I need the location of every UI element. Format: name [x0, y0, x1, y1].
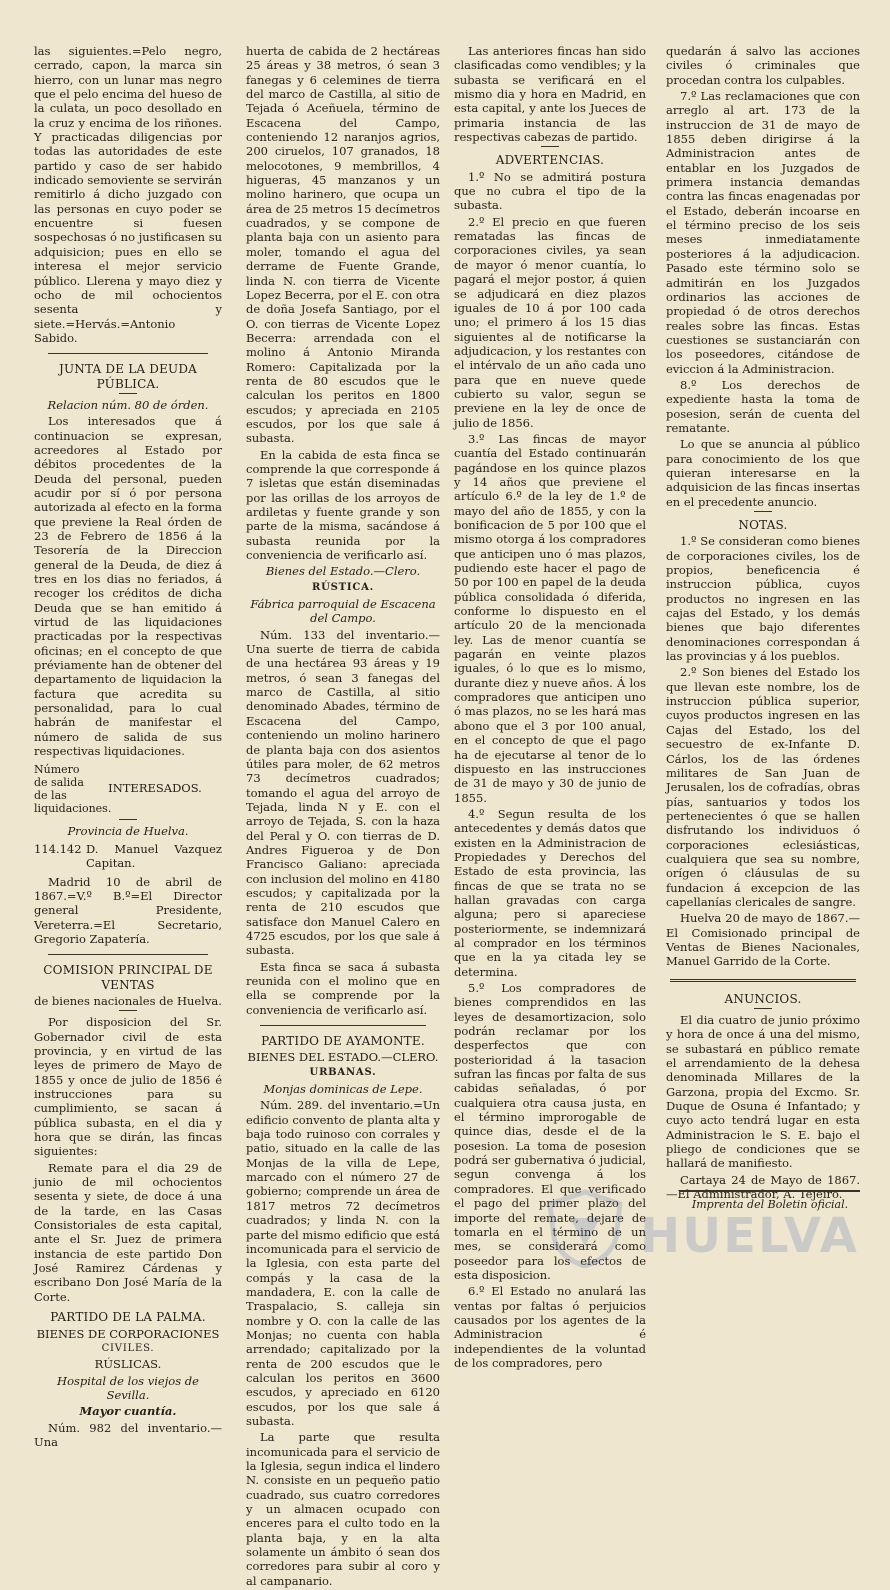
paragraph: En la cabida de esta finca se comprende la que corresponde á 7 isletas que están diseminadas por las orillas de los arroyos de ardiletas y fuente grande y son parte de la misma, sacándose á subasta reunida por la conveniencia de verificarlo así.	[246, 447, 440, 563]
table-column-interesados: INTERESADOS.	[108, 781, 202, 796]
paragraph: Por disposicion del Sr. Gobernador civil de esta provincia, y en virtud de las leyes de primero de Mayo de 1855 y once de julio de 1856 é instrucciones para su cumplimiento, se sacan á pública subasta, en el dia y hora que se dirán, las fincas siguientes:	[34, 1015, 222, 1159]
section-heading-junta: JUNTA DE LA DEUDA PÚBLICA.	[58, 362, 198, 391]
column-1	[34, 44, 222, 1451]
crest-icon	[540, 1188, 630, 1268]
hospital-label: Hospital de los viejos de Sevilla.	[57, 1373, 199, 1402]
bienes-heading: BIENES DEL ESTADO.—CLERO.	[247, 1050, 439, 1065]
column-3	[454, 44, 646, 1372]
relacion-subtitle: Relacion núm. 80 de órden.	[47, 397, 209, 412]
table-header	[34, 763, 222, 815]
provincia-label: Provincia de Huelva.	[67, 823, 189, 838]
anuncios-heading: ANUNCIOS.	[724, 991, 802, 1006]
cuantia-label: Mayor cuantía.	[79, 1404, 177, 1419]
paragraph: Esta finca se saca á subasta reunida con el molino que en ella se comprende por la conveniencia de verificarlo así.	[246, 959, 440, 1017]
paragraph: Remate para el dia 29 de junio de mil ochocientos sesenta y siete, de doce á una de la tarde, en las Casas Consistoriales de esta capital, ante el Sr. Juez de primera instancia de este partido Don José Ramirez Cárdenas y escribano Don José María de la Corte.	[34, 1160, 222, 1304]
paragraph: Madrid 10 de abril de 1867.=V.º B.º=El Director general Presidente, Vereterra.=El Secretario, Gregorio Zapatería.	[34, 874, 222, 946]
bienes-clero-heading: Bienes del Estado.—Clero.	[265, 564, 421, 579]
monjas-label: Monjas dominicas de Lepe.	[263, 1082, 423, 1097]
paragraph: Lo que se anuncia al público para conocimiento de los que quieran interesarse en la adquisicion de las fincas insertas en el precedente anuncio.	[666, 437, 860, 509]
comision-subtitle: de bienes nacionales de Huelva.	[34, 993, 222, 1008]
bienes-heading: BIENES DE CORPORACIONES	[36, 1326, 220, 1341]
table-row	[34, 842, 222, 871]
divider	[48, 954, 208, 955]
rusticas-label: RÚSLICAS.	[94, 1357, 162, 1372]
section-heading-comision: COMISION PRINCIPAL DE VENTAS	[43, 963, 213, 992]
paragraph: 1.º No se admitirá postura que no cubra el tipo de la subasta.	[454, 169, 646, 213]
divider	[119, 819, 137, 820]
divider	[119, 1010, 137, 1011]
urbanas-label: URBANAS.	[309, 1066, 377, 1078]
entry-name: D. Manuel Vazquez Capitan.	[86, 841, 222, 871]
watermark-text: HUELVA	[640, 1208, 859, 1264]
divider	[119, 393, 137, 394]
divider	[670, 979, 856, 982]
civiles-label: CIVILES.	[101, 1342, 155, 1354]
rustica-label: RÚSTICA.	[312, 581, 374, 593]
paragraph: 5.º Los compradores de bienes comprendidos en las leyes de desamortizacion, solo podrán reclamar por los desperfectos que con posterioridad á la tasacion sufran las fincas por falta de sus cabidas señaladas, ó por cualquiera otra causa justa, en el término improrogable de quince dias, desde el de la posesion. La toma de posesion podrá ser gubernativa ó judicial, segun convenga á los compradores. El que verificado el pago del primer plazo del importe del remate, dejare de tomarla en el término de un mes, se considerará como poseedor para los efectos de esta disposicion.	[454, 981, 646, 1282]
partido-heading: PARTIDO DE LA PALMA.	[50, 1310, 206, 1325]
paragraph: 8.º Los derechos de expediente hasta la toma de posesion, serán de cuenta del rematante.	[666, 377, 860, 435]
column-2	[246, 44, 440, 1590]
paragraph: huerta de cabida de 2 hectáreas 25 áreas y 38 metros, ó sean 3 fanegas y 6 celemines de tierra del marco de Castilla, al sitio de Tejada ó Aceñuela, término de Escacena del Campo, conteniendo 12 naranjos agrios, 200 ciruelos, 107 granados, 18 melocotones, 9 membrillos, 4 higueras, 45 manzanos y un molino harinero, que ocupa un área de 25 metros 15 decímetros cuadrados, y se compone de planta baja con un asiento para moler, tomando el agua del derrame de Fuente Grande, linda N. con tierra de Vicente Lopez Becerra, por el E. con otra de doña Josefa Santiago, por el O. con tierras de Vicente Lopez Becerra: arrendada con el molino á Antonio Miranda Romero: Capitalizada por la renta de 80 escudos que le calculan los peritos en 1800 escudos; y apreciada en 2105 escudos, por los que sale á subasta.	[246, 44, 440, 446]
paragraph: Las anteriores fincas han sido clasificadas como vendibles; y la subasta se verificará en el mismo dia y hora en Madrid, en esta capital, y ante los Jueces de primaria instancia de las respectivas cabezas de partido.	[454, 44, 646, 145]
paragraph: 4.º Segun resulta de los antecedentes y demás datos que existen en la Administracion de Propiedades y Derechos del Estado de esta provincia, las fincas de que se trata no se hallan gravadas con carga alguna; pero si apareciese posteriormente, se indemnizará al comprador en los términos que en la ya citada ley se determina.	[454, 806, 646, 979]
paragraph: 3.º Las fincas de mayor cuantía del Estado continuarán pagándose en los quince plazos y 14 años que previene el artículo 6.º de la ley de 1.º de mayo del año de 1855, y con la bonificacion de 5 por 100 que el mismo otorga á los compradores que anticipen uno ó mas plazos, pudiendo este hacer el pago de 50 por 100 en papel de la deuda pública consolidada ó diferida, conforme lo dispuesto en el artículo 20 de la mencionada ley. Las de menor cuantía se pagarán en veinte plazos iguales, ó lo que es lo mismo, durante diez y nueve años. Á los compradores que anticipen uno ó mas plazos, no se les hará mas abono que el 3 por 100 anual, en el concepto de que el pago ha de ejecutarse al tenor de lo dispuesto en las instrucciones de 31 de mayo y 30 de junio de 1855.	[454, 431, 646, 805]
fabrica-label: Fábrica parroquial de Escacena del Campo.	[250, 597, 436, 626]
paragraph: 2.º Son bienes del Estado los que llevan este nombre, los de instruccion pública superior, cuyos productos ingresen en las Cajas del Estado, los del secuestro de ex-Infante D. Cárlos, los de las órdenes militares de San Juan de Jerusalen, los de cofradías, obras pías, santuarios y todos los pertenecientes ó que se hallen disfrutando los individuos ó corporaciones eclesiásticas, cualquiera que sea su nombre, orígen ó cláusulas de su fundacion á excepcion de las capellanías clericales de sangre.	[666, 665, 860, 909]
column-4	[666, 44, 860, 1203]
paragraph: 7.º Las reclamaciones que con arreglo al art. 173 de la instruccion de 31 de mayo de 1855 deben dirigirse á la Administracion antes de entablar en los Juzgados de primera instancia demandas contra las fincas enagenadas por el Estado, deberán incoarse en el término preciso de los seis meses inmediatamente posteriores á la adjudicacion. Pasado este término solo se admitirán en los Juzgados ordinarios las acciones de propiedad ó de otros derechos reales sobre las fincas. Estas cuestiones se sustanciarán con los poseedores, citándose de eviccion á la Administracion.	[666, 89, 860, 376]
paragraph: 2.º El precio en que fueren rematadas las fincas de corporaciones civiles, ya sean de mayor ó menor cuantía, lo pagará el mejor postor, á quien se adjudicará en diez plazos iguales de 10 á por 100 cada uno; el primero á los 15 dias siguientes al de notificarse la adjudicacion, y los restantes con el intérvalo de un año cada uno para que en nueve quede cubierto su valor, segun se previene en la ley de once de julio de 1856.	[454, 214, 646, 430]
paragraph: Núm. 133 del inventario.—Una suerte de tierra de cabida de una hectárea 93 áreas y 19 metros, ó sean 3 fanegas del marco de Castilla, al sitio denominado Abades, término de Escacena del Campo, conteniendo un molino harinero de planta baja con dos asientos útiles para moler, de 62 metros 73 decímetros cuadrados; tomando el agua del arroyo de Tejada, linda N y E. con el arroyo de Tejada, S. con la haza del Peral y O. con tierras de D. Andres Figueroa y de Don Francisco Galiano: apreciada con inclusion del molino en 4180 escudos; y capitalizada por la renta de 210 escudos que satisface don Manuel Calero en 4725 escudos, por los que sale á subasta.	[246, 627, 440, 958]
paragraph: quedarán á salvo las acciones civiles ó criminales que procedan contra los culpables.	[666, 44, 860, 87]
paragraph: Cartaya 24 de Mayo de 1867.—El Administrador, A. Tejeiro.	[666, 1172, 860, 1202]
imprenta-footer: Imprenta del Boletin oficial.	[680, 1190, 860, 1211]
paragraph: El dia cuatro de junio próximo y hora de once á una del mismo, se subastará en público remate el arrendamiento de la dehesa denominada Millares de la Garzona, propia del Excmo. Sr. Duque de Osuna é Infantado; y cuyo acto tendrá lugar en esta Administracion le S. E. bajo el pliego de condiciones que se hallará de manifiesto.	[666, 1013, 860, 1171]
divider	[48, 353, 208, 354]
divider	[754, 511, 772, 512]
divider	[754, 1008, 772, 1009]
paragraph: Huelva 20 de mayo de 1867.—El Comisionado principal de Ventas de Bienes Nacionales, Manuel Garrido de la Corte.	[666, 911, 860, 969]
paragraph: Núm. 982 del inventario.—Una	[34, 1420, 222, 1449]
paragraph: Núm. 289. del inventario.=Un edificio convento de planta alta y baja todo ruinoso con corrales y patio, situado en la calle de las Monjas de la villa de Lepe, marcado con el número 27 de gobierno; comprende un área de 1817 metros 72 decímetros cuadrados; y linda N. con la parte del mismo edificio que está incomunicada para el servicio de la Iglesia, con esta parte del compás y la casa de la mandadera, E. con la calle de Traspalacio, S. calleja sin nombre y O. con la calle de las Monjas; no cuenta con habla arrendado; capitalizado por la renta de 200 escudos que le calculan los peritos en 3600 escudos, y apreciado en 6120 escudos, por los que sale á subasta.	[246, 1098, 440, 1428]
paragraph: Los interesados que á continuacion se expresan, acreedores al Estado por débitos procedentes de la Deuda del personal, pueden acudir por sí ó por persona autorizada al efecto en la forma que previene la Real órden de 23 de Febrero de 1856 á la Tesorería de la Direccion general de la Deuda, de diez á tres en los dias no feriados, á recoger los créditos de dicha Deuda que se han emitido á virtud de las liquidaciones practicadas por la respectivas oficinas; en el concepto de que préviamente han de obtener del departamento de liquidacion la factura que acredita su personalidad, para lo cual habrán de manifestar el número de salida de sus respectivas liquidaciones.	[34, 414, 222, 759]
notas-heading: NOTAS.	[738, 518, 788, 532]
paragraph: 6.º El Estado no anulará las ventas por faltas ó perjuicios causados por los agentes de la Administracion é independientes de la voluntad de los compradores, pero	[454, 1284, 646, 1370]
watermark	[540, 1188, 859, 1268]
paragraph: 1.º Se consideran como bienes de corporaciones civiles, los de propios, beneficencia é instruccion pública, cuyos productos no ingresen en las cajas del Estado, y los demás bienes que bajo diferentes denominaciones correspondan á las provincias y á los pueblos.	[666, 534, 860, 664]
divider	[260, 1025, 426, 1026]
partido-heading: PARTIDO DE AYAMONTE.	[261, 1034, 425, 1049]
advertencias-heading: ADVERTENCIAS.	[495, 153, 605, 168]
divider	[541, 146, 559, 147]
table-column-number: Número de salida de las liquidaciones.	[34, 762, 112, 815]
paragraph: La parte que resulta incomunicada para el servicio de la Iglesia, segun indica el lindero N. consiste en un pequeño patio cuadrado, sus cuatro corredores y un almacen ocupado con enceres para el culto todo en la planta baja, y en la alta solamente un ámbito ó sean dos corredores para subir al coro y al campanario.	[246, 1430, 440, 1588]
paragraph: las siguientes.=Pelo negro, cerrado, capon, la marca sin hierro, con un lunar mas negro que el pelo encima del hueso de la culata, un poco desollado en la cruz y encima de los riñones. Y practicadas diligencias por todas las autoridades de este partido y caso de ser habido indicado semoviente se servirán remitirlo á dicho juzgado con las personas en cuyo poder se encuentre si fuesen sospechosas ó no justificasen su adquisicion; pues en ello se interesa el mejor servicio público. Llerena y mayo diez y ocho de mil ochocientos sesenta y siete.=Hervás.=Antonio Sabido.	[34, 44, 222, 345]
entry-number: 114.142	[34, 841, 82, 856]
